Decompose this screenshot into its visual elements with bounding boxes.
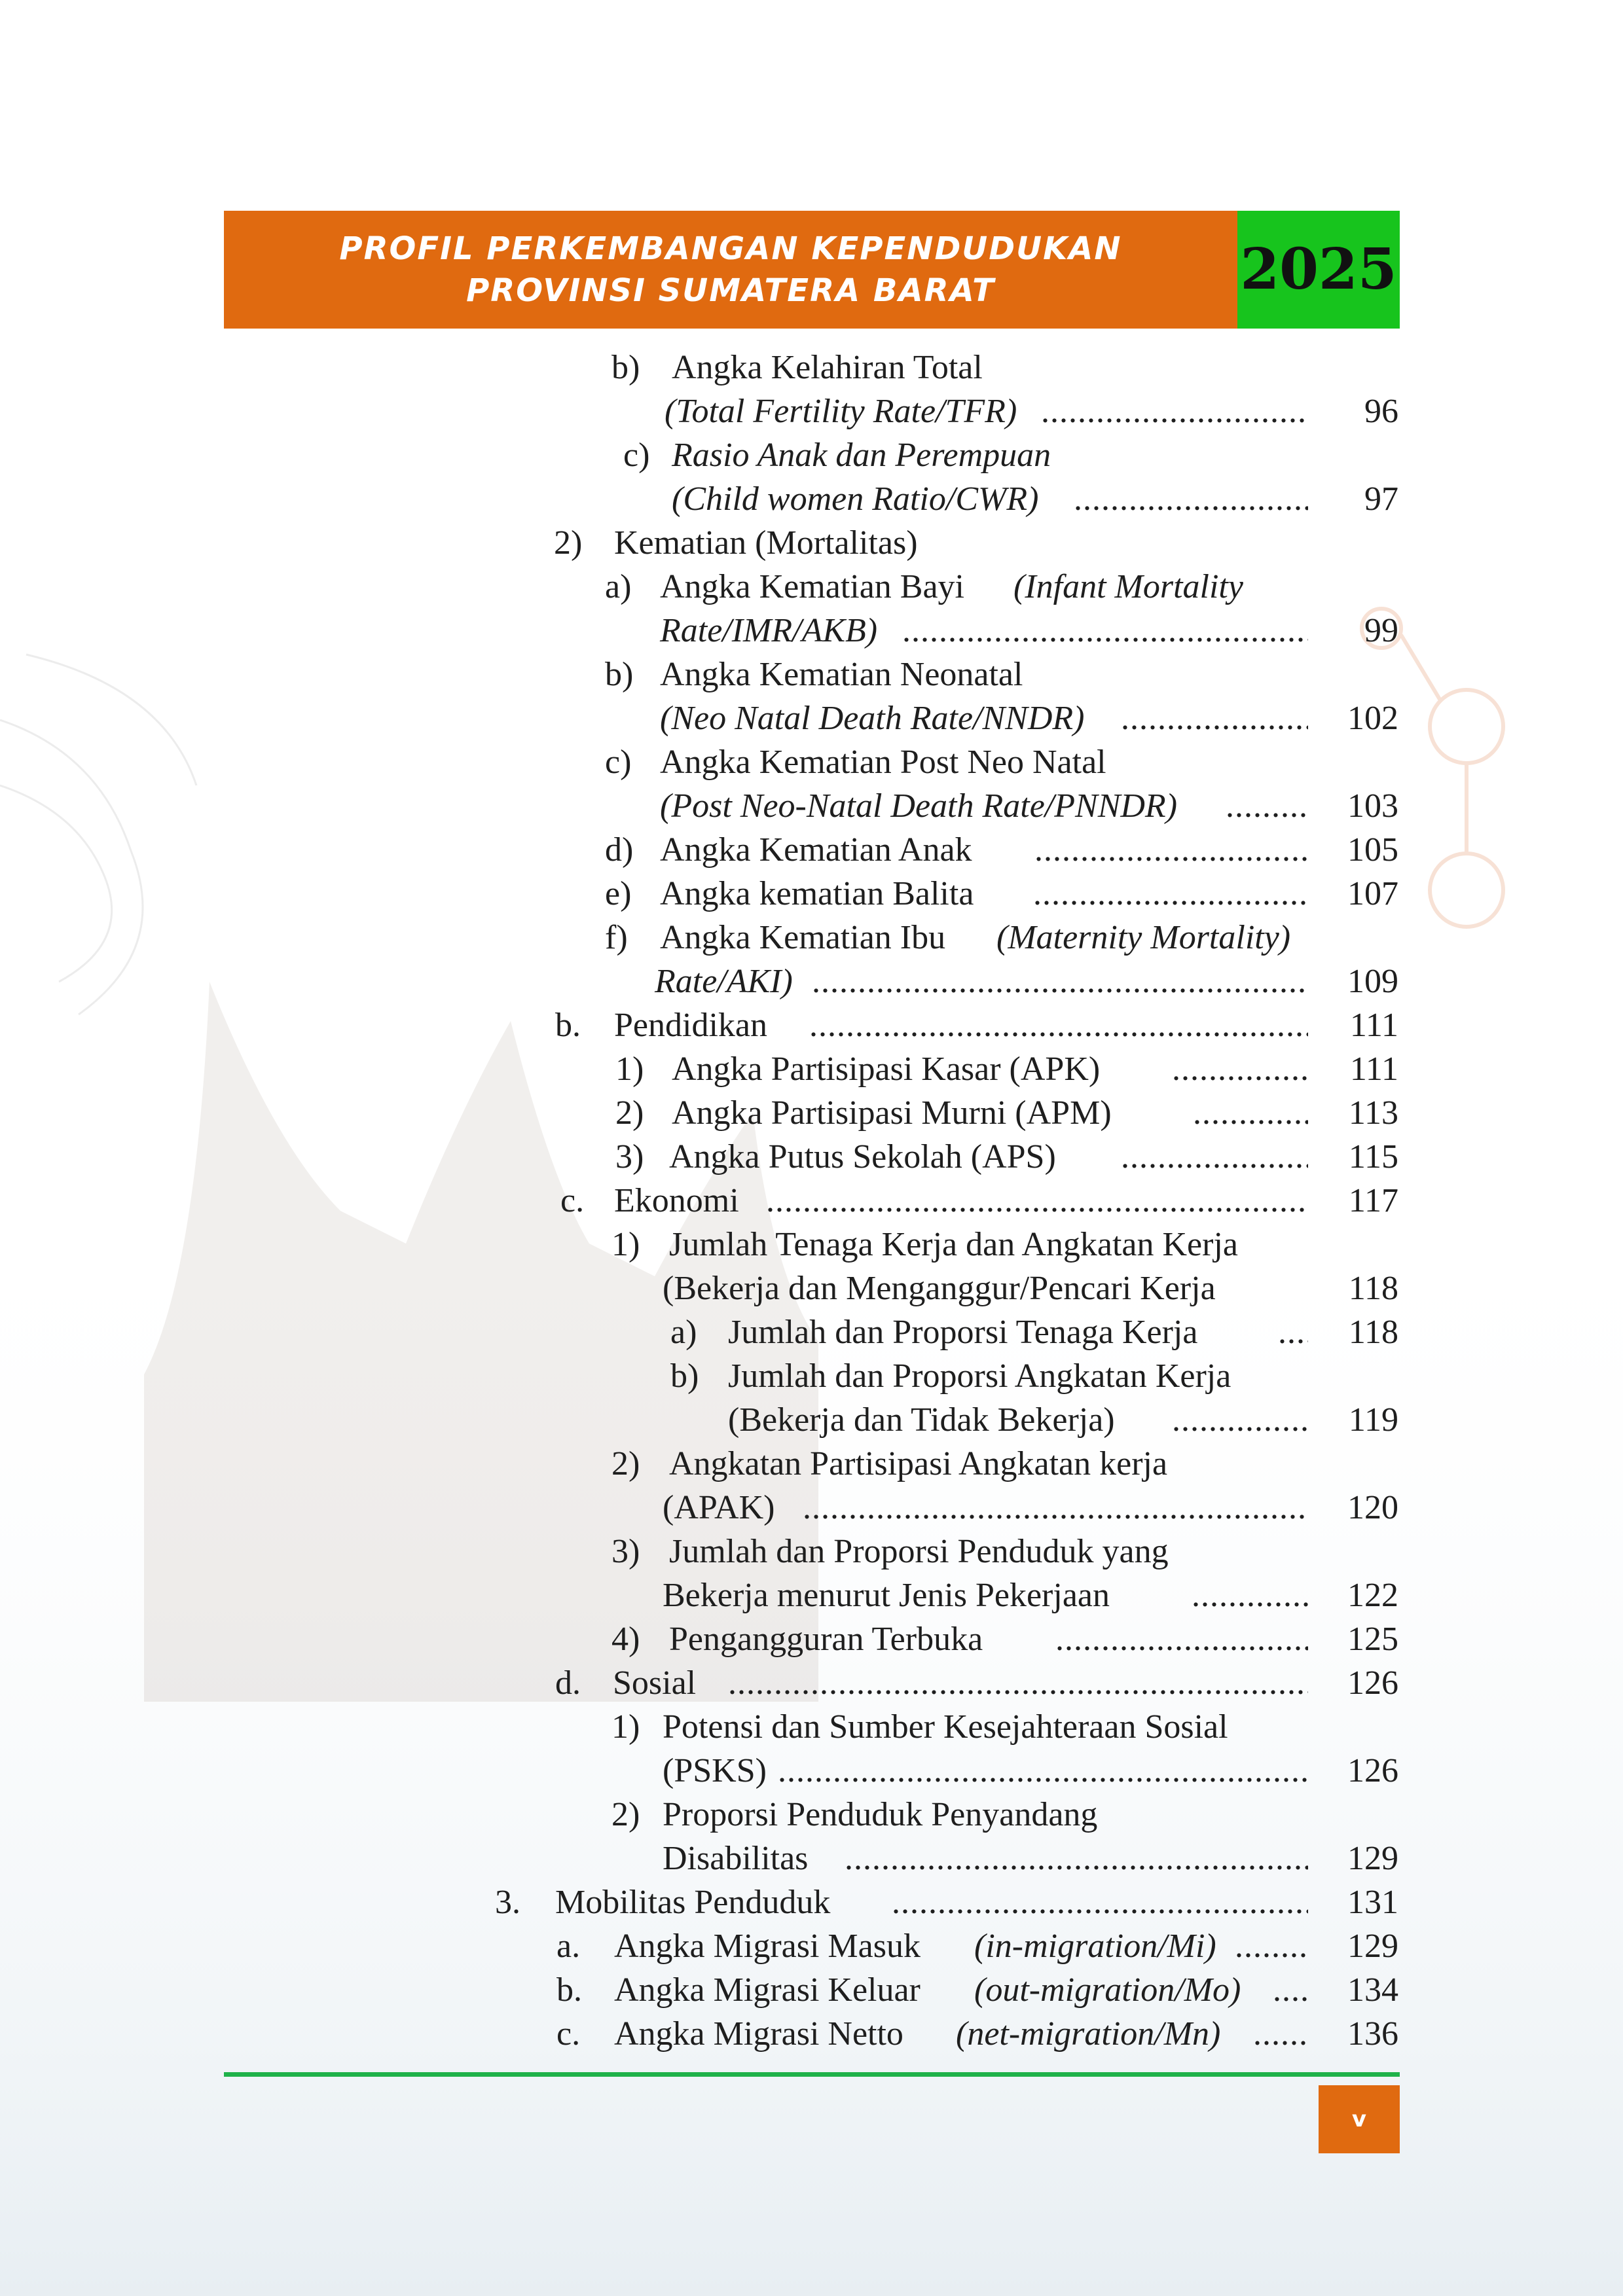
toc-entry-title: Angkatan Partisipasi Angkatan kerja (669, 1445, 1168, 1482)
toc-page-number: 129 (1347, 1928, 1398, 1965)
toc-entry-tfr[interactable] (0, 346, 1623, 389)
toc-entry-subtitle: (Child women Ratio/CWR) (672, 480, 1039, 518)
toc-leader (892, 1880, 1308, 1924)
toc-leader (1121, 696, 1308, 740)
toc-leader (845, 1837, 1308, 1880)
toc-entry-title: Jumlah dan Proporsi Penduduk yang (669, 1533, 1169, 1570)
toc-leader (728, 1661, 1308, 1705)
toc-entry-title: Jumlah dan Proporsi Angkatan Kerja (728, 1357, 1231, 1395)
toc-entry-nndr[interactable] (0, 653, 1623, 696)
toc-entry-disabilitas[interactable] (0, 1793, 1623, 1837)
toc-entry-subtitle: Bekerja menurut Jenis Pekerjaan (663, 1577, 1110, 1614)
toc-entry-migrasi-keluar[interactable] (0, 1968, 1623, 2012)
toc-entry-pnndr[interactable] (0, 740, 1623, 784)
page-number-badge: v (1319, 2085, 1400, 2153)
toc-entry-title: Angka Kelahiran Total (672, 349, 983, 386)
toc-entry-sosial[interactable] (0, 1661, 1623, 1705)
toc-entry-number: 2) (611, 1796, 640, 1833)
toc-entry-subtitle: (Total Fertility Rate/TFR) (665, 393, 1017, 430)
toc-entry-number: 3) (611, 1533, 640, 1570)
toc-leader (1033, 872, 1308, 916)
toc-entry-subtitle: Rate/AKI) (655, 963, 793, 1000)
toc-page-number: 115 (1348, 1138, 1398, 1175)
toc-entry-title: Angka Kematian Post Neo Natal (660, 744, 1106, 781)
toc-entry-title: Angka kematian Balita (660, 875, 974, 912)
header-title (224, 228, 1237, 312)
toc-entry-tenaga-kerja[interactable] (0, 1223, 1623, 1266)
toc-entry-number: 1) (615, 1050, 644, 1088)
toc-entry-pengangguran[interactable] (0, 1617, 1623, 1661)
toc-entry-pnndr-line2[interactable] (0, 784, 1623, 828)
toc-page-number: 109 (1347, 963, 1398, 1000)
toc-entry-mobilitas[interactable] (0, 1880, 1623, 1924)
toc-entry-number: c. (556, 2015, 581, 2053)
toc-entry-nndr-line2[interactable] (0, 696, 1623, 740)
toc-entry-subtitle: (PSKS) (663, 1752, 767, 1789)
toc-entry-migrasi-masuk[interactable] (0, 1924, 1623, 1968)
toc-entry-title: Pendidikan (614, 1007, 767, 1044)
toc-leader (778, 1749, 1308, 1793)
toc-entry-subtitle: Disabilitas (663, 1840, 809, 1877)
toc-page-number: 111 (1349, 1050, 1398, 1088)
toc-entry-number: d. (555, 1664, 581, 1702)
toc-leader (1172, 1047, 1308, 1091)
toc-entry-imr[interactable] (0, 565, 1623, 609)
toc-entry-title: Angka Kematian Anak (660, 831, 972, 869)
toc-leader (1278, 1310, 1308, 1354)
toc-entry-number: e) (605, 875, 632, 912)
toc-page-number: 125 (1347, 1621, 1398, 1658)
toc-entry-number: f) (605, 919, 628, 956)
header-title-line1: PROFIL PERKEMBANGAN KEPENDUDUKAN (339, 230, 1122, 267)
toc-entry-title: Angka Migrasi Masuk (614, 1928, 921, 1965)
toc-entry-title: Kematian (Mortalitas) (614, 524, 918, 562)
toc-entry-number: 4) (611, 1621, 640, 1658)
toc-page-number: 122 (1347, 1577, 1398, 1614)
toc-leader (1074, 477, 1308, 521)
toc-entry-apak-line2[interactable] (0, 1486, 1623, 1530)
toc-entry-title: Ekonomi (614, 1182, 739, 1219)
toc-entry-kematian[interactable] (0, 521, 1623, 565)
toc-entry-title-italic: (net-migration/Mn) (956, 2015, 1221, 2053)
toc-page-number: 120 (1347, 1489, 1398, 1526)
toc-page-number: 96 (1364, 393, 1398, 430)
toc-page-number: 105 (1347, 831, 1398, 869)
toc-page-number: 97 (1364, 480, 1398, 518)
toc-page-number: 129 (1347, 1840, 1398, 1877)
toc-page-number: 99 (1364, 612, 1398, 649)
toc-entry-title: Pengangguran Terbuka (669, 1621, 983, 1658)
toc-leader (1193, 1091, 1308, 1135)
toc-entry-number: a. (556, 1928, 581, 1965)
toc-entry-imr-line2[interactable] (0, 609, 1623, 653)
toc-leader (1172, 1398, 1308, 1442)
toc-entry-disabilitas-line2[interactable] (0, 1837, 1623, 1880)
toc-page-number: 117 (1348, 1182, 1398, 1219)
toc-entry-number: b) (670, 1357, 699, 1395)
footer-rule (224, 2072, 1400, 2077)
toc-entry-number: 3) (615, 1138, 644, 1175)
toc-entry-number: 3. (495, 1884, 520, 1921)
toc-page-number: 118 (1348, 1270, 1398, 1307)
toc-entry-title: Angka Migrasi Keluar (614, 1971, 921, 2009)
toc-entry-subtitle: (Bekerja dan Menganggur/Pencari Kerja (663, 1270, 1216, 1307)
toc-page-number: 102 (1347, 700, 1398, 737)
toc-leader (1041, 389, 1308, 433)
toc-leader (803, 1486, 1308, 1530)
toc-page-number: 126 (1347, 1752, 1398, 1789)
toc-entry-title: Angka Kematian Bayi (660, 568, 964, 605)
toc-entry-title-italic: (Maternity Mortality) (996, 919, 1291, 956)
toc-entry-number: c) (623, 437, 650, 474)
toc-entry-title: Mobilitas Penduduk (555, 1884, 831, 1921)
toc-entry-number: 2) (615, 1094, 644, 1132)
toc-leader (1235, 1924, 1308, 1968)
toc-leader (1226, 784, 1308, 828)
toc-entry-title: Rasio Anak dan Perempuan (672, 437, 1051, 474)
toc-entry-aki[interactable] (0, 916, 1623, 960)
toc-entry-number: 2) (611, 1445, 640, 1482)
toc-entry-title: Angka Putus Sekolah (APS) (669, 1138, 1056, 1175)
toc-entry-ekonomi[interactable] (0, 1179, 1623, 1223)
toc-entry-number: b. (556, 1971, 582, 2009)
toc-entry-tenaga-kerja-b[interactable] (0, 1354, 1623, 1398)
toc-leader (812, 960, 1308, 1003)
toc-entry-subtitle: (Neo Natal Death Rate/NNDR) (660, 700, 1085, 737)
toc-entry-subtitle: (Post Neo-Natal Death Rate/PNNDR) (660, 787, 1178, 825)
toc-entry-migrasi-netto[interactable] (0, 2012, 1623, 2056)
toc-leader (1055, 1617, 1308, 1661)
toc-page-number: 126 (1347, 1664, 1398, 1702)
toc-entry-number: 1) (611, 1226, 640, 1263)
toc-entry-title: Sosial (613, 1664, 697, 1702)
toc-entry-title: Angka Kematian Neonatal (660, 656, 1023, 693)
header-title-line2: PROVINSI SUMATERA BARAT (466, 272, 995, 309)
toc-entry-title: Angka Partisipasi Kasar (APK) (672, 1050, 1101, 1088)
toc-entry-jenis-pekerjaan-line2[interactable] (0, 1573, 1623, 1617)
toc-entry-subtitle: Rate/IMR/AKB) (660, 612, 878, 649)
toc-entry-title-italic: (out-migration/Mo) (974, 1971, 1241, 2009)
toc-entry-title: Angka Kematian Ibu (660, 919, 946, 956)
toc-page-number: 136 (1347, 2015, 1398, 2053)
toc-entry-subtitle: (Bekerja dan Tidak Bekerja) (728, 1401, 1115, 1439)
toc-leader (1253, 2012, 1308, 2056)
toc-leader (1273, 1968, 1308, 2012)
toc-entry-apak[interactable] (0, 1442, 1623, 1486)
toc-entry-number: d) (605, 831, 634, 869)
toc-entry-psks-line2[interactable] (0, 1749, 1623, 1793)
toc-entry-number: c. (560, 1182, 585, 1219)
toc-leader (1192, 1573, 1308, 1617)
toc-entry-number: 2) (554, 524, 583, 562)
toc-entry-number: b) (605, 656, 634, 693)
toc-entry-subtitle: (APAK) (663, 1489, 775, 1526)
toc-entry-pendidikan[interactable] (0, 1003, 1623, 1047)
toc-page-number: 118 (1348, 1314, 1398, 1351)
toc-entry-number: c) (605, 744, 632, 781)
toc-entry-tenaga-kerja-b-line2[interactable] (0, 1398, 1623, 1442)
toc-entry-number: a) (605, 568, 632, 605)
toc-entry-jenis-pekerjaan[interactable] (0, 1530, 1623, 1573)
toc-page-number: 103 (1347, 787, 1398, 825)
toc-page-number: 107 (1347, 875, 1398, 912)
toc-entry-cwr[interactable] (0, 433, 1623, 477)
toc-entry-number: b. (555, 1007, 581, 1044)
toc-entry-title: Angka Partisipasi Murni (APM) (672, 1094, 1112, 1132)
toc-entry-anak[interactable] (0, 828, 1623, 872)
toc-page-number: 119 (1348, 1401, 1398, 1439)
toc-page-number: 134 (1347, 1971, 1398, 2009)
toc-page-number: 111 (1349, 1007, 1398, 1044)
toc-entry-title: Angka Migrasi Netto (614, 2015, 903, 2053)
toc-page-number: 113 (1348, 1094, 1398, 1132)
toc-entry-psks[interactable] (0, 1705, 1623, 1749)
toc-entry-tfr-line2[interactable] (0, 389, 1623, 433)
toc-entry-title-italic: (Infant Mortality (1013, 568, 1243, 605)
toc-entry-title: Proporsi Penduduk Penyandang (663, 1796, 1098, 1833)
toc-entry-title: Jumlah Tenaga Kerja dan Angkatan Kerja (669, 1226, 1238, 1263)
toc-entry-apk[interactable] (0, 1047, 1623, 1091)
toc-entry-balita[interactable] (0, 872, 1623, 916)
toc-leader (902, 609, 1308, 653)
toc-entry-cwr-line2[interactable] (0, 477, 1623, 521)
toc-entry-apm[interactable] (0, 1091, 1623, 1135)
toc-entry-title: Jumlah dan Proporsi Tenaga Kerja (728, 1314, 1198, 1351)
page-header (224, 211, 1400, 329)
toc-page-number: 131 (1347, 1884, 1398, 1921)
toc-leader (1121, 1135, 1308, 1179)
toc-entry-title-italic: (in-migration/Mi) (974, 1928, 1216, 1965)
toc-entry-tenaga-kerja-a[interactable] (0, 1310, 1623, 1354)
toc-entry-number: a) (670, 1314, 697, 1351)
toc-entry-aps[interactable] (0, 1135, 1623, 1179)
toc-leader (1034, 828, 1308, 872)
toc-entry-title: Potensi dan Sumber Kesejahteraan Sosial (663, 1708, 1228, 1746)
toc-leader (766, 1179, 1308, 1223)
toc-entry-tenaga-kerja-line2[interactable] (0, 1266, 1623, 1310)
toc-entry-aki-line2[interactable] (0, 960, 1623, 1003)
header-year: 2025 (1240, 236, 1397, 302)
toc-entry-number: 1) (611, 1708, 640, 1746)
toc-leader (809, 1003, 1308, 1047)
toc-entry-number: b) (611, 349, 640, 386)
